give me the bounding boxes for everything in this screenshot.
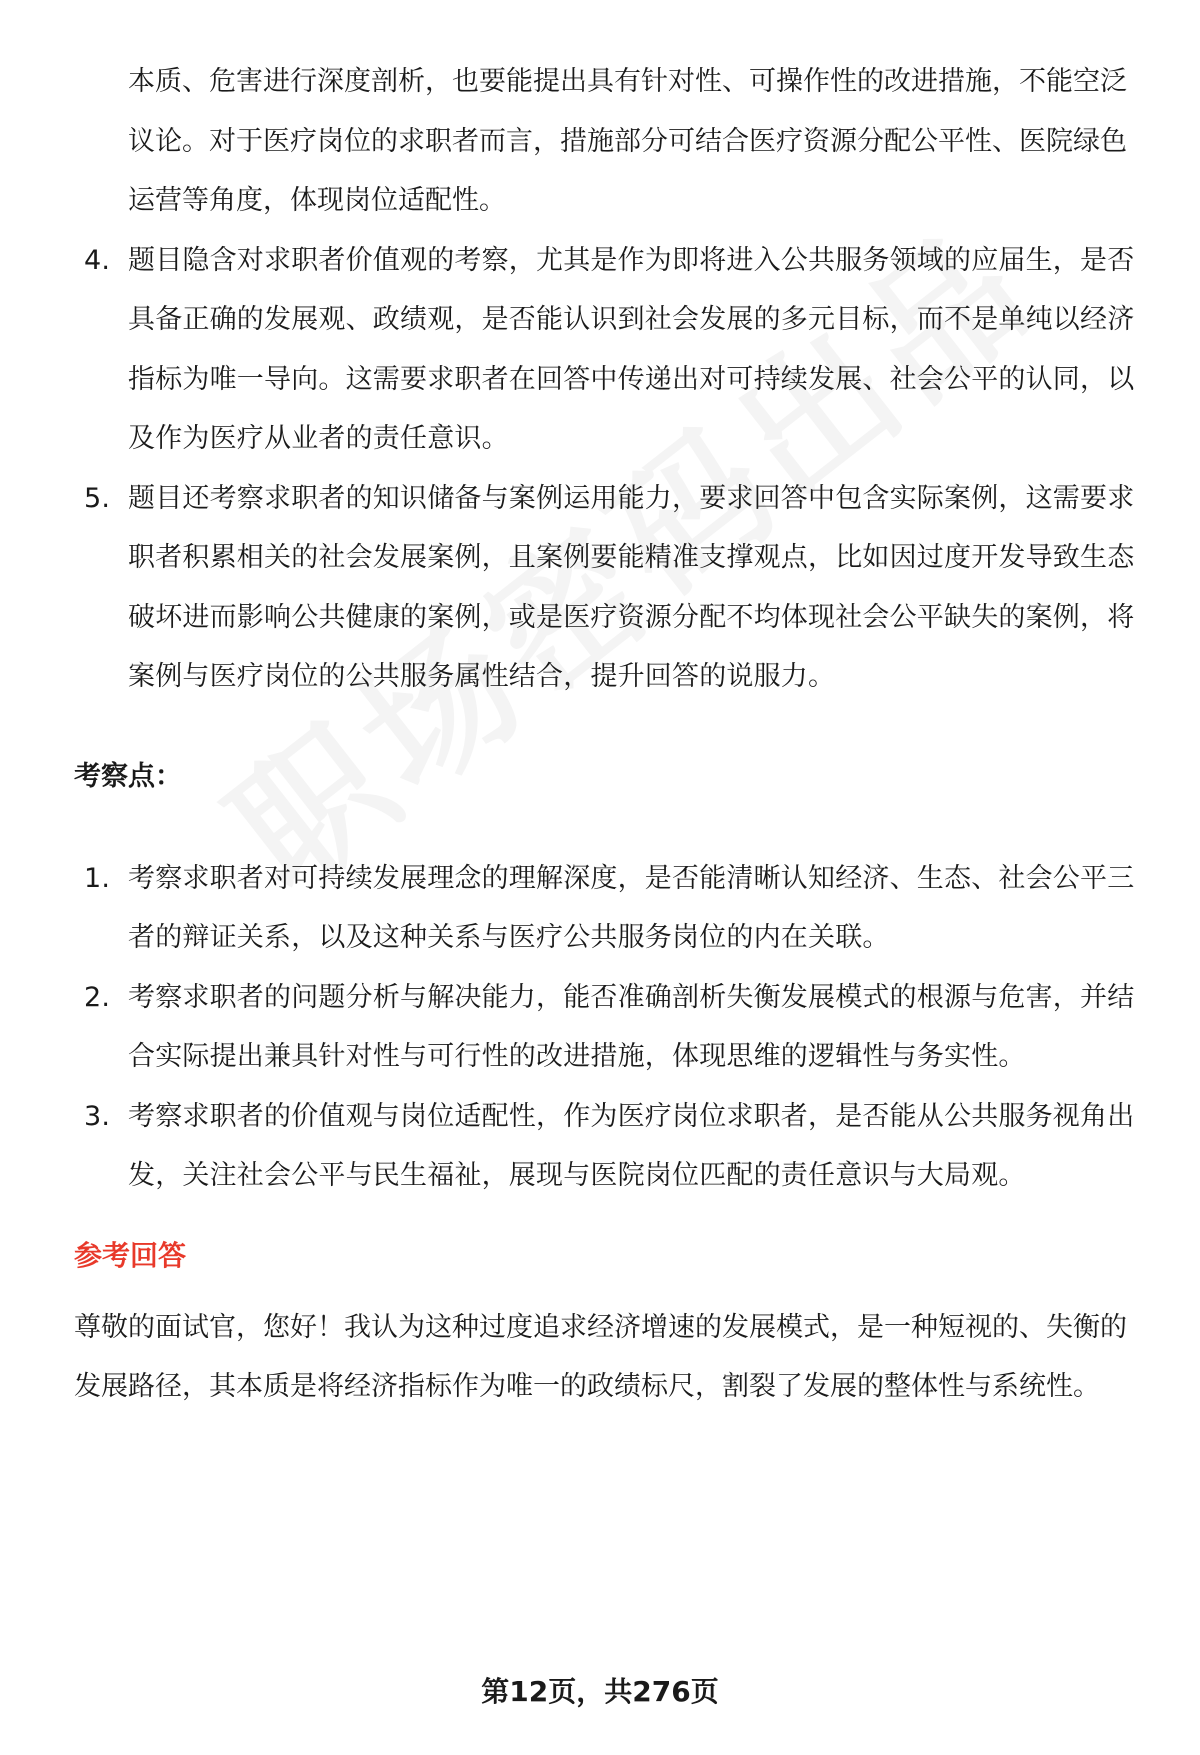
- list-item: [74, 469, 1144, 707]
- list-item: [74, 231, 1144, 469]
- analysis-list: [74, 231, 1144, 707]
- list-item-number: 3.: [84, 1100, 111, 1132]
- page-number: 第12页，共276页: [481, 1675, 719, 1708]
- continuation-paragraph: 本质、危害进行深度剖析，也要能提出具有针对性、可操作性的改进措施，不能空泛议论。对于医疗岗位的求职者而言，措施部分可结合医疗资源分配公平性、医院绿色运营等角度，体现岗位适配性。: [128, 66, 1127, 216]
- list-item-text: 考察求职者对可持续发展理念的理解深度，是否能清晰认知经济、生态、社会公平三者的辩证关系，以及这种关系与医疗公共服务岗位的内在关联。: [128, 862, 1135, 953]
- list-item-number: 1.: [84, 862, 111, 894]
- list-item-number: 2.: [84, 981, 111, 1013]
- list-item: [74, 1087, 1144, 1206]
- list-item-text: 题目隐含对求职者价值观的考察，尤其是作为即将进入公共服务领域的应届生，是否具备正确的发展观、政绩观，是否能认识到社会发展的多元目标，而不是单纯以经济指标为唯一导向。这需要求职者在回答中传递出对可持续发展、社会公平的认同，以及作为医疗从业者的责任意识。: [128, 244, 1135, 454]
- list-item: [74, 968, 1144, 1087]
- reference-answer-heading: 参考回答: [74, 1238, 187, 1272]
- list-item-number: 4.: [84, 244, 111, 276]
- assessment-list: [74, 849, 1144, 1206]
- list-item: [74, 849, 1144, 968]
- list-item-text: 考察求职者的问题分析与解决能力，能否准确剖析失衡发展模式的根源与危害，并结合实际提出兼具针对性与可行性的改进措施，体现思维的逻辑性与务实性。: [128, 981, 1135, 1072]
- content: [74, 52, 1144, 1417]
- list-item-text: 题目还考察求职者的知识储备与案例运用能力，要求回答中包含实际案例，这需要求职者积累相关的社会发展案例，且案例要能精准支撑观点，比如因过度开发导致生态破坏进而影响公共健康的案例，或是医疗资源分配不均体现社会公平缺失的案例，将案例与医疗岗位的公共服务属性结合，提升回答的说服力。: [128, 482, 1135, 692]
- list-item-text: 考察求职者的价值观与岗位适配性，作为医疗岗位求职者，是否能从公共服务视角出发，关注社会公平与民生福祉，展现与医院岗位匹配的责任意识与大局观。: [128, 1100, 1135, 1191]
- reference-answer-text: 尊敬的面试官，您好！我认为这种过度追求经济增速的发展模式，是一种短视的、失衡的发展路径，其本质是将经济指标作为唯一的政绩标尺，割裂了发展的整体性与系统性。: [74, 1311, 1127, 1402]
- assessment-heading: 考察点：: [74, 760, 182, 792]
- list-item-number: 5.: [84, 482, 111, 514]
